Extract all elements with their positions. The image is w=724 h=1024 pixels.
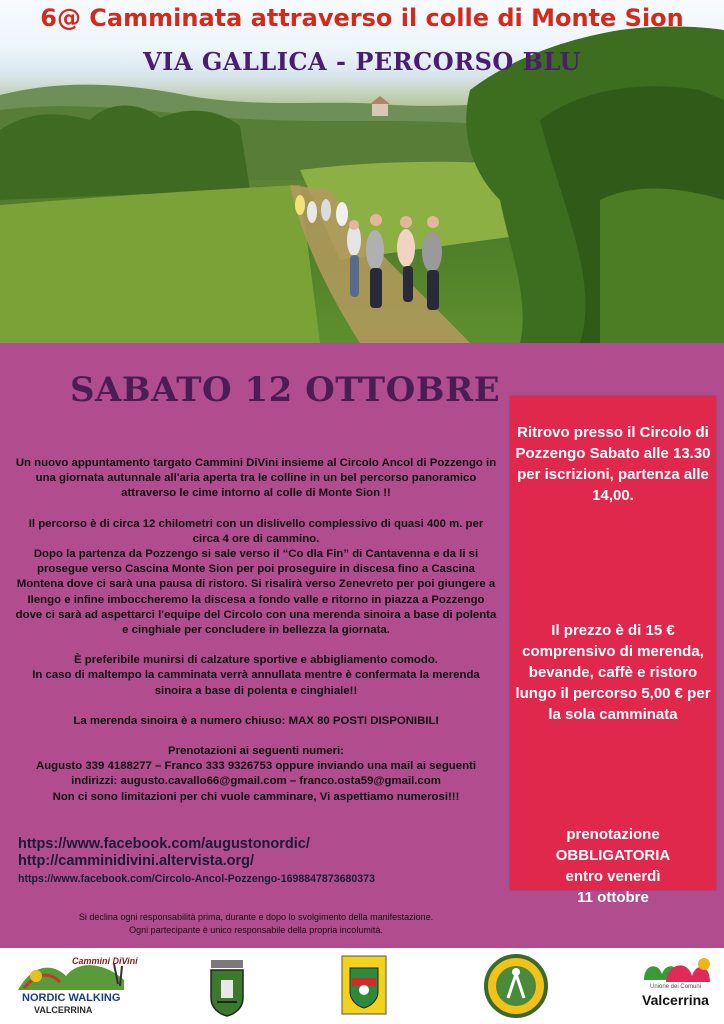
content-panel (0, 343, 724, 1024)
nordic-logo-text: NORDIC WALKING (22, 992, 121, 1004)
price-info: Il prezzo è di 15 € comprensivo di merenda, bevande, caffè e ristoro lungo il percorso 5,00 € per la sola camminata (515, 622, 711, 723)
nordic-walking-logo (14, 954, 142, 1018)
circolo-crest-logo (340, 954, 388, 1018)
disclaimer (14, 911, 498, 936)
valcerrina-logo-text: VALCERRINA (34, 1005, 93, 1015)
unione-logo-small-text: Unione dei Comuni (650, 984, 702, 990)
booking-heading: Prenotazioni ai seguenti numeri: (168, 745, 344, 758)
link-facebook-augusto[interactable]: https://www.facebook.com/augustonordic/ (18, 836, 310, 852)
page-subtitle: VIA GALLICA - PERCORSO BLU (143, 47, 581, 76)
event-date: SABATO 12 OTTOBRE (70, 370, 501, 410)
sponsor-logos (0, 948, 724, 1024)
contacts-paragraph: Augusto 339 4188277 – Franco 333 9326753 oppure inviando una mail ai seguenti indirizzi: augusto.cavallo66@gmail.com – franco.osta59@gmail.com (36, 760, 476, 788)
route-length-paragraph: Il percorso è di circa 12 chilometri con un dislivello complessivo di quasi 400 m. per circa 4 ore di cammino. (28, 517, 484, 545)
description (14, 456, 498, 820)
link-cammini-divini[interactable]: http://camminidivini.altervista.org/ (18, 853, 255, 869)
page-title: 6@ Camminata attraverso il colle di Monte Sion (40, 4, 684, 32)
info-box (510, 396, 716, 906)
weather-paragraph: In caso di maltempo la camminata verrà annullata mentre è confermata la merenda sinoira a base di polenta e cinghiale!! (32, 669, 480, 697)
booking-line-1: prenotazione (566, 826, 660, 843)
disclaimer-line-2: Ogni partecipante è unico responsabile della propria incolumità. (129, 924, 383, 935)
valcerrina-union-logo (636, 954, 720, 1018)
unione-logo-big-text: Valcerrina (642, 992, 709, 1008)
links-list (18, 836, 498, 887)
intro-paragraph: Un nuovo appuntamento targato Cammini DiVini insieme al Circolo Ancol di Pozzengo in una giornata autunnale all'aria aperta tra le colline in un bel percorso panoramico attraverso le cime intorno al colle di Monte Sion !! (15, 457, 497, 500)
booking-info (514, 824, 712, 908)
meeting-info: Ritrovo presso il Circolo di Pozzengo Sabato alle 13.30 per iscrizioni, partenza alle 14,00. (515, 424, 711, 504)
cammini-logo-text: Cammini DiVini (72, 956, 138, 966)
booking-line-3: entro venerdì (565, 868, 661, 885)
capacity-paragraph: La merenda sinoira è a numero chiuso: MAX 80 POSTI DISPONIBILI (73, 714, 439, 727)
equipment-paragraph: È preferibile munirsi di calzature sportive e abbigliamento comodo. (74, 654, 438, 667)
closing-paragraph: Non ci sono limitazioni per chi vuole camminare, Vi aspettiamo numerosi!!! (52, 790, 460, 803)
booking-line-4: 11 ottobre (577, 889, 649, 906)
route-detail-paragraph: Dopo la partenza da Pozzengo si sale verso il “Co dla Fin” di Cantavenna e da li si prosegue verso Cascina Monte Sion per poi proseguire in discesa fino a Cascina Montena dove ci sarà una pausa di ristoro. Si risalirà verso Zenevreto per poi giungere a Ilengo e infine imboccheremo la discesa a fondo valle e ritorno in piazza a Pozzengo dove ci sarà ad aspettarci l'equipe del Circolo con una merenda sinoira a base di polenta e cinghiale per concludere in bellezza la giornata. (15, 548, 497, 637)
round-emblem-logo (484, 954, 548, 1018)
disclaimer-line-1: Si declina ogni responsabilità prima, durante e dopo lo svolgimento della manifestazione. (78, 912, 434, 922)
link-facebook-circolo[interactable]: https://www.facebook.com/Circolo-Ancol-Pozzengo-1698847873680373 (18, 873, 375, 885)
hero-photo (0, 0, 724, 343)
town-crest-logo (205, 954, 249, 1018)
booking-line-2: OBBLIGATORIA (555, 847, 671, 864)
